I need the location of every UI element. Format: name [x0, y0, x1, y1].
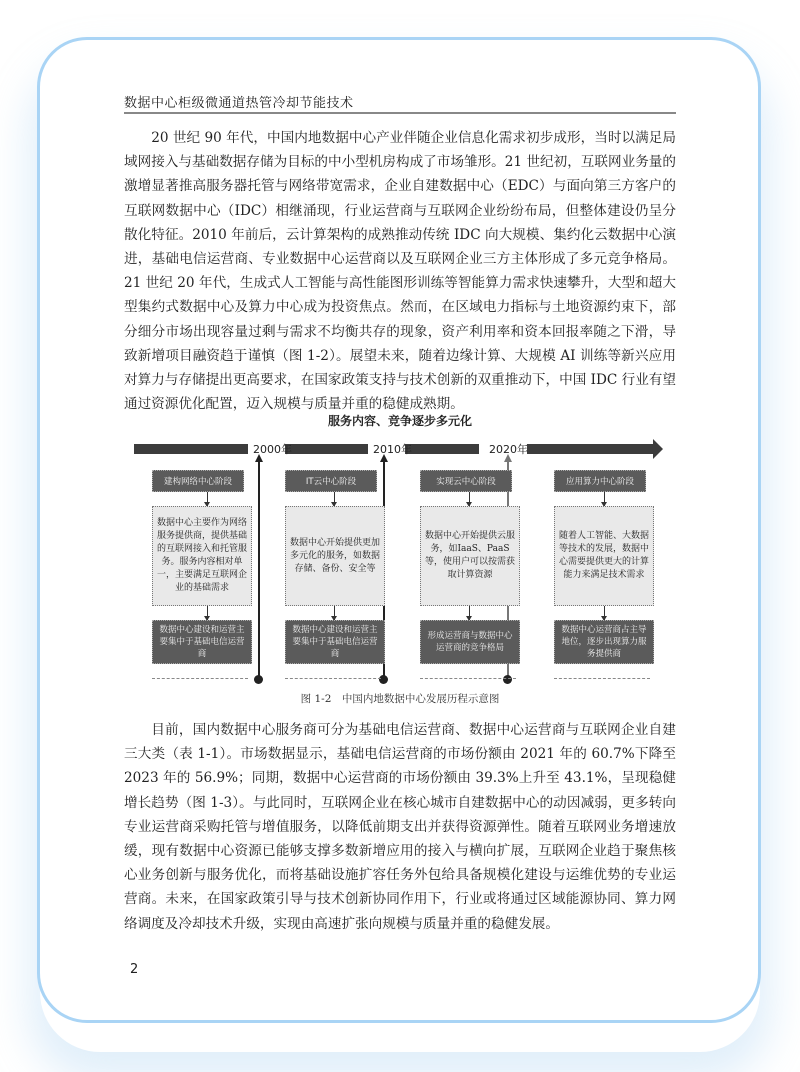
- dashed-rule: [554, 678, 650, 679]
- dashed-rule: [152, 678, 248, 679]
- up-arrow-icon: [380, 454, 388, 462]
- stage-label: IT云中心阶段: [285, 470, 377, 492]
- figure-caption: 图 1-2 中国内地数据中心发展历程示意图: [300, 693, 500, 705]
- down-arrow-icon: [469, 492, 470, 506]
- timeline-bar: [405, 444, 479, 454]
- stage-label: 实现云中心阶段: [420, 470, 512, 492]
- timeline-dot: [254, 675, 263, 684]
- down-arrow-icon: [469, 606, 470, 620]
- paragraph-market: 目前，国内数据中心服务商可分为基础电信运营商、数据中心运营商与互联网企业自建三大类（表 1-1）。市场数据显示，基础电信运营商的市场份额由 2021 年的 60.7%下降至 2023 年的 56.9%；同期，数据中心运营商的市场份额由 39.3%上升至 43.1%，呈现稳健增长趋势（图 1-3）。与此同时，互联网企业在核心城市自建数据中心的动因减弱，更多转向专业运营商采购托管与增值服务，以降低前期支出并获得资源弹性。随着互联网业务增速放缓，现有数据中心资源已能够支撑多数新增应用的接入与横向扩展，互联网企业趋于聚焦核心业务创新与服务优化，而将基础设施扩容任务外包给具备规模化建设与运维优势的专业运营商。未来，在国家政策引导与技术创新协同作用下，行业或将通过区域能源协同、算力网络调度及冷却技术升级，实现由高速扩张向规模与质量并重的稳健发展。: [124, 722, 676, 932]
- down-arrow-icon: [207, 606, 208, 620]
- timeline-arrow-icon: [653, 439, 663, 459]
- timeline-dot: [379, 675, 388, 684]
- stage-result: 数据中心运营商占主导地位，逐步出现算力服务提供商: [554, 620, 654, 664]
- year-label-2020: 2020年: [489, 443, 528, 456]
- paragraph-history: 20 世纪 90 年代，中国内地数据中心产业伴随企业信息化需求初步成形，当时以满足局域网接入与基础数据存储为目标的中小型机房构成了市场雏形。21 世纪初，互联网业务量的激增显著推高服务器托管与网络带宽需求，企业自建数据中心（EDC）与面向第三方客户的互联网数据中心（IDC）相继涌现，行业运营商与互联网企业纷纷布局，但整体建设仍呈分散化特征。2010 年前后，云计算架构的成熟推动传统 IDC 向大规模、集约化云数据中心演进，基础电信运营商、专业数据中心运营商以及互联网企业三方主体形成了多元竞争格局。21 世纪 20 年代，生成式人工智能与高性能图形训练等智能算力需求快速攀升，大型和超大型集约式数据中心及算力中心成为投资焦点。然而，在区域电力指标与土地资源约束下，部分细分市场出现容量过剩与需求不均衡共存的现象，资产利用率和资本回报率随之下滑，导致新增项目融资趋于谨慎（图 1-2）。展望未来，随着边缘计算、大规模 AI 训练等新兴应用对算力与存储提出更高要求，在国家政策支持与技术创新的双重推动下，中国 IDC 行业有望通过资源优化配置，迈入规模与质量并重的稳健成熟期。: [124, 130, 676, 413]
- timeline-dot: [503, 675, 512, 684]
- timeline-bar: [527, 444, 653, 454]
- year-label-2010: 2010年: [373, 443, 412, 456]
- timeline-bar: [134, 444, 248, 454]
- down-arrow-icon: [604, 492, 605, 506]
- down-arrow-icon: [604, 606, 605, 620]
- dashed-rule: [285, 678, 381, 679]
- stage-label: 应用算力中心阶段: [554, 470, 646, 492]
- page-number: 2: [130, 962, 139, 977]
- up-arrow-icon: [255, 454, 263, 462]
- divider-line: [258, 462, 260, 678]
- running-head: 数据中心柜级微通道热管冷却节能技术: [124, 96, 354, 111]
- stage-description: 数据中心主要作为网络服务提供商，提供基础的互联网接入和托管服务。服务内容相对单一，主要满足互联网企业的基础需求: [152, 506, 252, 606]
- stage-description: 随着人工智能、大数据等技术的发展，数据中心需要提供更大的计算能力来满足技术需求: [554, 506, 654, 606]
- stage-label: 建构网络中心阶段: [152, 470, 244, 492]
- timeline-bar: [285, 444, 368, 454]
- down-arrow-icon: [207, 492, 208, 506]
- up-arrow-icon: [504, 454, 512, 462]
- stage-result: 数据中心建设和运营主要集中于基础电信运营商: [152, 620, 252, 664]
- figure-title: 服务内容、竞争逐步多元化: [327, 414, 472, 428]
- stage-result: 数据中心建设和运营主要集中于基础电信运营商: [285, 620, 385, 664]
- stage-description: 数据中心开始提供更加多元化的服务，如数据存储、备份、安全等: [285, 506, 385, 606]
- dashed-rule: [420, 678, 516, 679]
- year-label-2000: 2000年: [253, 443, 292, 456]
- down-arrow-icon: [334, 606, 335, 620]
- stage-result: 形成运营商与数据中心运营商的竞争格局: [420, 620, 520, 664]
- down-arrow-icon: [334, 492, 335, 506]
- header-rule: [124, 112, 676, 114]
- stage-description: 数据中心开始提供云服务，如IaaS、PaaS等，使用户可以按需获取计算资源: [420, 506, 520, 606]
